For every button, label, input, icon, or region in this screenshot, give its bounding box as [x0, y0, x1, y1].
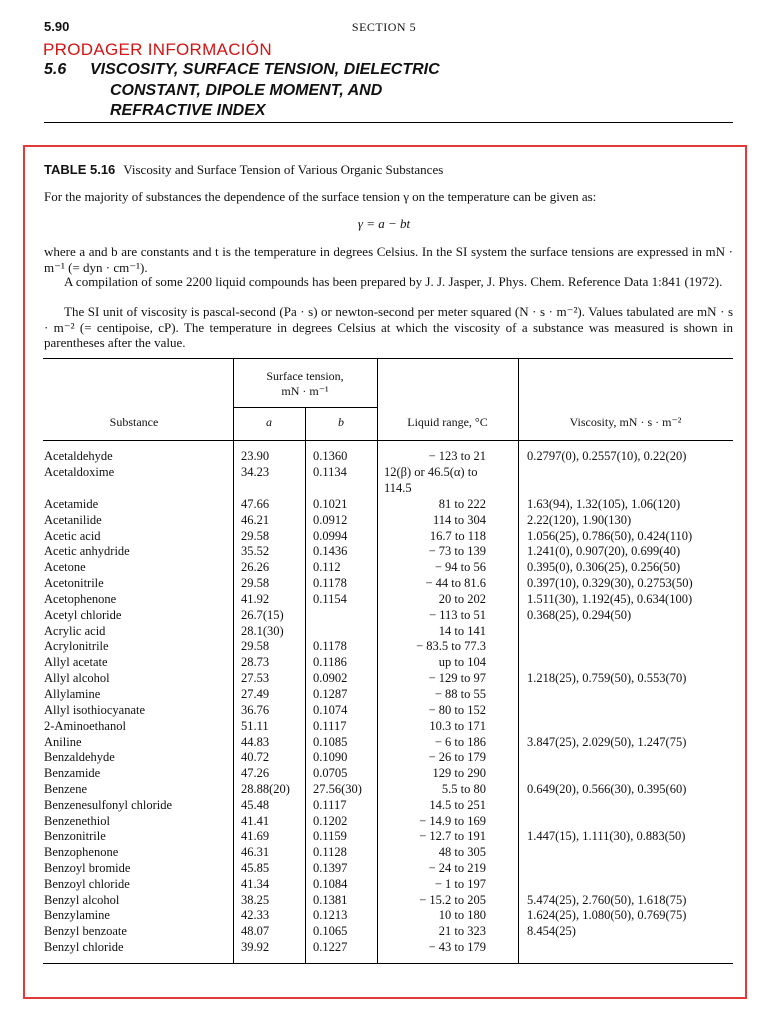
a-cell: 35.52 [241, 544, 270, 558]
liquid-range-cell: − 113 to 51 [429, 608, 486, 622]
a-cell: 45.85 [241, 861, 270, 875]
viscosity-cell: 1.056(25), 0.786(50), 0.424(110) [527, 529, 693, 543]
b-cell: 0.1159 [313, 829, 347, 843]
liquid-range-cell: 129 to 290 [432, 766, 486, 780]
substance-cell: Benzenethiol [44, 814, 110, 828]
table-row [0, 528, 768, 544]
a-cell: 46.21 [241, 513, 270, 527]
substance-cell: Acrylic acid [44, 624, 106, 638]
table-row [0, 543, 768, 559]
a-cell: 42.33 [241, 908, 270, 922]
substance-cell: Allyl alcohol [44, 671, 110, 685]
substance-cell: Allyl acetate [44, 655, 108, 669]
liquid-range-cell: 114.5 [384, 481, 412, 495]
liquid-range-cell: 10 to 180 [438, 908, 486, 922]
a-cell: 34.23 [241, 465, 270, 479]
header-sub-rule [233, 407, 377, 408]
header-surface-tension [233, 369, 377, 399]
table-row [0, 828, 768, 844]
liquid-range-cell: 114 to 304 [432, 513, 486, 527]
table-row [0, 813, 768, 829]
viscosity-cell: 8.454(25) [527, 924, 576, 938]
b-cell: 0.1381 [313, 893, 348, 907]
liquid-range-cell: − 83.5 to 77.3 [416, 639, 486, 653]
b-cell: 0.1117 [313, 798, 347, 812]
table-row [0, 575, 768, 591]
liquid-range-cell: − 73 to 139 [428, 544, 486, 558]
heading-line-1: VISCOSITY, SURFACE TENSION, DIELECTRIC [90, 61, 440, 78]
header-surface-tension-line2: mN · m⁻¹ [281, 384, 329, 398]
table-row [0, 670, 768, 686]
header-a: a [266, 415, 272, 429]
substance-cell: Aniline [44, 735, 82, 749]
viscosity-cell: 0.368(25), 0.294(50) [527, 608, 632, 622]
substance-cell: Acetyl chloride [44, 608, 122, 622]
liquid-range-cell: up to 104 [438, 655, 486, 669]
table-row [0, 654, 768, 670]
b-cell: 0.1186 [313, 655, 347, 669]
table-row [0, 607, 768, 623]
a-cell: 40.72 [241, 750, 270, 764]
table-row [0, 797, 768, 813]
heading-rule [44, 122, 733, 123]
liquid-range-cell: − 129 to 97 [428, 671, 486, 685]
table-row [0, 591, 768, 607]
liquid-range-cell: 14 to 141 [438, 624, 486, 638]
substance-cell: Benzyl chloride [44, 940, 124, 954]
b-cell: 0.1021 [313, 497, 348, 511]
substance-cell: Benzamide [44, 766, 101, 780]
b-cell: 0.1287 [313, 687, 348, 701]
substance-cell: Benzaldehyde [44, 750, 115, 764]
table-row [0, 923, 768, 939]
table-row [0, 638, 768, 654]
liquid-range-cell: 5.5 to 80 [441, 782, 486, 796]
equation: γ = a − bt [357, 216, 411, 231]
table-bottom-rule [43, 963, 733, 964]
substance-cell: Acetamide [44, 497, 99, 511]
liquid-range-cell: − 44 to 81.6 [425, 576, 486, 590]
liquid-range-cell: 16.7 to 118 [429, 529, 486, 543]
b-cell: 0.0705 [313, 766, 348, 780]
intro-paragraph-1: For the majority of substances the dependence of the surface tension γ on the temperature can be given as: [44, 189, 597, 204]
a-cell: 23.90 [241, 449, 270, 463]
table-row [0, 718, 768, 734]
b-cell: 0.1154 [313, 592, 347, 606]
liquid-range-cell: − 80 to 152 [428, 703, 486, 717]
a-cell: 27.53 [241, 671, 270, 685]
substance-cell: Acetophenone [44, 592, 117, 606]
a-cell: 26.7(15) [241, 608, 284, 622]
a-cell: 29.58 [241, 576, 270, 590]
a-cell: 44.83 [241, 735, 270, 749]
substance-cell: Acetone [44, 560, 86, 574]
viscosity-cell: 0.649(20), 0.566(30), 0.395(60) [527, 782, 687, 796]
a-cell: 28.73 [241, 655, 270, 669]
a-cell: 39.92 [241, 940, 270, 954]
liquid-range-cell: 10.3 to 171 [429, 719, 486, 733]
b-cell: 0.0902 [313, 671, 348, 685]
a-cell: 26.26 [241, 560, 270, 574]
liquid-range-cell: − 24 to 219 [428, 861, 486, 875]
liquid-range-cell: − 94 to 56 [434, 560, 486, 574]
liquid-range-cell: − 15.2 to 205 [419, 893, 486, 907]
liquid-range-cell: 12(β) or 46.5(α) to [384, 465, 478, 479]
table-row [0, 559, 768, 575]
a-cell: 38.25 [241, 893, 270, 907]
a-cell: 46.31 [241, 845, 270, 859]
liquid-range-cell: 20 to 202 [438, 592, 486, 606]
table-label: TABLE 5.16 [44, 162, 116, 177]
substance-cell: Benzophenone [44, 845, 119, 859]
a-cell: 27.49 [241, 687, 270, 701]
substance-cell: Acetonitrile [44, 576, 104, 590]
b-cell: 27.56(30) [313, 782, 362, 796]
page-number: 5.90 [44, 19, 70, 34]
liquid-range-cell: 48 to 305 [438, 845, 486, 859]
intro-paragraph-2: where a and b are constants and t is the temperature in degrees Celsius. In the SI system the surface tensions are expressed in mN · m⁻¹ (= dyn · cm⁻¹). [44, 244, 733, 275]
table-row [0, 480, 768, 496]
table-row [0, 939, 768, 955]
table-row [0, 734, 768, 750]
substance-cell: Acrylonitrile [44, 639, 109, 653]
substance-cell: Acetaldoxime [44, 465, 115, 479]
viscosity-cell: 0.2797(0), 0.2557(10), 0.22(20) [527, 449, 687, 463]
viscosity-cell: 1.624(25), 1.080(50), 0.769(75) [527, 908, 687, 922]
table-row [0, 702, 768, 718]
viscosity-cell: 1.447(15), 1.111(30), 0.883(50) [527, 829, 686, 843]
table-row [0, 860, 768, 876]
heading-line-2: CONSTANT, DIPOLE MOMENT, AND [110, 81, 383, 99]
table-row [0, 892, 768, 908]
substance-cell: Benzyl alcohol [44, 893, 120, 907]
substance-cell: Benzylamine [44, 908, 110, 922]
heading-number: 5.6 [44, 61, 67, 78]
b-cell: 0.0912 [313, 513, 348, 527]
b-cell: 0.1436 [313, 544, 348, 558]
substance-cell: Benzoyl bromide [44, 861, 131, 875]
b-cell: 0.1202 [313, 814, 348, 828]
liquid-range-cell: − 43 to 179 [428, 940, 486, 954]
a-cell: 28.1(30) [241, 624, 284, 638]
b-cell: 0.1085 [313, 735, 348, 749]
a-cell: 47.66 [241, 497, 270, 511]
b-cell: 0.1090 [313, 750, 348, 764]
b-cell: 0.1065 [313, 924, 348, 938]
b-cell: 0.1134 [313, 465, 347, 479]
b-cell: 0.1227 [313, 940, 348, 954]
table-row [0, 496, 768, 512]
a-cell: 51.11 [241, 719, 269, 733]
liquid-range-cell: − 88 to 55 [434, 687, 486, 701]
b-cell: 0.1360 [313, 449, 348, 463]
b-cell: 0.1178 [313, 639, 347, 653]
substance-cell: Benzenesulfonyl chloride [44, 798, 173, 812]
liquid-range-cell: − 6 to 186 [434, 735, 486, 749]
viscosity-cell: 1.511(30), 1.192(45), 0.634(100) [527, 592, 693, 606]
section-heading [44, 60, 440, 122]
table-row [0, 907, 768, 923]
a-cell: 36.76 [241, 703, 270, 717]
watermark-text: PRODAGER INFORMACIÓN [43, 40, 272, 59]
intro-paragraph-3: A compilation of some 2200 liquid compounds has been prepared by J. J. Jasper, J. Phys. Chem. Reference Data 1:841 (1972). [64, 274, 723, 289]
a-cell: 41.69 [241, 829, 270, 843]
table-row [0, 765, 768, 781]
table-title [44, 162, 443, 178]
viscosity-cell: 3.847(25), 2.029(50), 1.247(75) [527, 735, 687, 749]
a-cell: 48.07 [241, 924, 270, 938]
table-row [0, 876, 768, 892]
b-cell: 0.112 [313, 560, 341, 574]
liquid-range-cell: 14.5 to 251 [429, 798, 486, 812]
viscosity-cell: 0.397(10), 0.329(30), 0.2753(50) [527, 576, 693, 590]
table-top-rule [43, 358, 733, 359]
table-row [0, 686, 768, 702]
a-cell: 41.41 [241, 814, 270, 828]
substance-cell: Acetaldehyde [44, 449, 113, 463]
b-cell: 0.1117 [313, 719, 347, 733]
header-surface-tension-line1: Surface tension, [266, 369, 344, 383]
substance-cell: Allylamine [44, 687, 101, 701]
header-liquid-range: Liquid range, °C [407, 415, 488, 429]
substance-cell: Benzonitrile [44, 829, 106, 843]
viscosity-cell: 1.63(94), 1.32(105), 1.06(120) [527, 497, 681, 511]
b-cell: 0.1397 [313, 861, 348, 875]
b-cell: 0.1084 [313, 877, 348, 891]
substance-cell: Benzene [44, 782, 88, 796]
intro-paragraph-4: The SI unit of viscosity is pascal-second (Pa · s) or newton-second per meter squared (N · s · m⁻²). Values tabulated are mN · s · m⁻² (= centipoise, cP). The temperature in degrees Celsius at which the viscosity of a substance was measured is shown in parentheses after the value. [44, 304, 733, 350]
table-row [0, 844, 768, 860]
viscosity-cell: 2.22(120), 1.90(130) [527, 513, 632, 527]
heading-line-3: REFRACTIVE INDEX [110, 102, 266, 119]
table-caption: Viscosity and Surface Tension of Various Organic Substances [123, 162, 444, 177]
a-cell: 41.34 [241, 877, 270, 891]
liquid-range-cell: − 12.7 to 191 [419, 829, 486, 843]
a-cell: 45.48 [241, 798, 270, 812]
a-cell: 41.92 [241, 592, 270, 606]
substance-cell: Acetanilide [44, 513, 102, 527]
liquid-range-cell: 81 to 222 [438, 497, 486, 511]
a-cell: 47.26 [241, 766, 270, 780]
a-cell: 29.58 [241, 639, 270, 653]
table-header-rule [43, 440, 733, 441]
table-row [0, 781, 768, 797]
b-cell: 0.1074 [313, 703, 348, 717]
viscosity-cell: 1.241(0), 0.907(20), 0.699(40) [527, 544, 681, 558]
table-row [0, 623, 768, 639]
header-viscosity: Viscosity, mN · s · m⁻² [569, 415, 682, 429]
substance-cell: 2-Aminoethanol [44, 719, 126, 733]
table-row [0, 512, 768, 528]
liquid-range-cell: 21 to 323 [438, 924, 486, 938]
substance-cell: Acetic acid [44, 529, 101, 543]
viscosity-cell: 1.218(25), 0.759(50), 0.553(70) [527, 671, 687, 685]
substance-cell: Acetic anhydride [44, 544, 130, 558]
table-row [0, 749, 768, 765]
b-cell: 0.1128 [313, 845, 347, 859]
viscosity-cell: 0.395(0), 0.306(25), 0.256(50) [527, 560, 681, 574]
liquid-range-cell: − 1 to 197 [434, 877, 486, 891]
substance-cell: Benzyl benzoate [44, 924, 127, 938]
liquid-range-cell: − 26 to 179 [428, 750, 486, 764]
b-cell: 0.0994 [313, 529, 348, 543]
header-substance: Substance [109, 415, 159, 429]
b-cell: 0.1213 [313, 908, 348, 922]
header-b: b [338, 415, 344, 429]
section-label: SECTION 5 [351, 20, 417, 34]
b-cell: 0.1178 [313, 576, 347, 590]
substance-cell: Benzoyl chloride [44, 877, 130, 891]
a-cell: 29.58 [241, 529, 270, 543]
liquid-range-cell: − 14.9 to 169 [419, 814, 486, 828]
table-row [0, 448, 768, 464]
table-row [0, 464, 768, 480]
substance-cell: Allyl isothiocyanate [44, 703, 146, 717]
a-cell: 28.88(20) [241, 782, 290, 796]
viscosity-cell: 5.474(25), 2.760(50), 1.618(75) [527, 893, 687, 907]
liquid-range-cell: − 123 to 21 [428, 449, 486, 463]
